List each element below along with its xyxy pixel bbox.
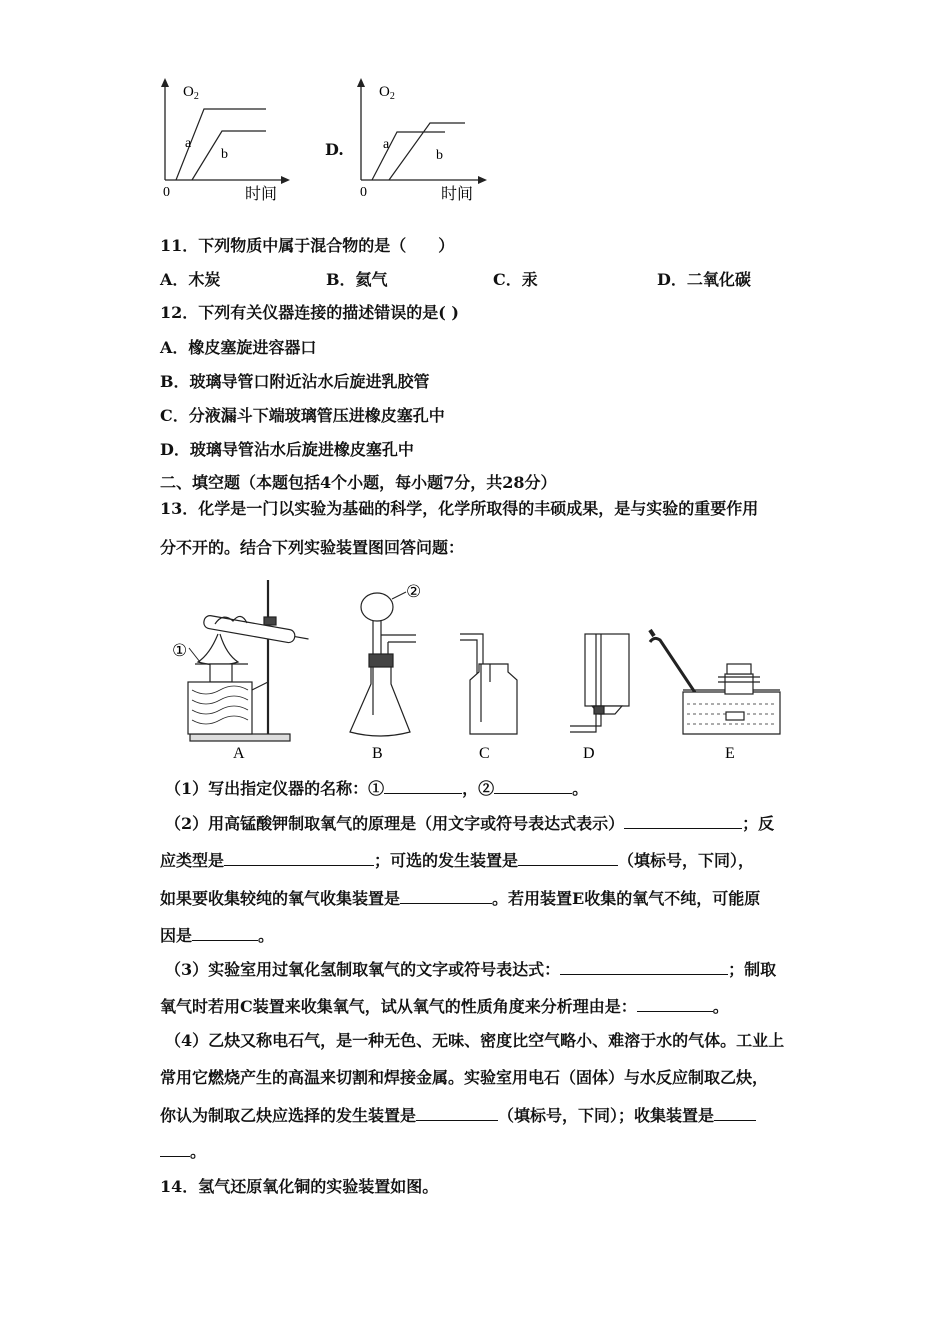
label-d: D (583, 745, 595, 762)
q12-option-c: C．分液漏斗下端玻璃管压进橡皮塞孔中 (160, 406, 445, 425)
q12-stem: 12．下列有关仪器连接的描述错误的是( ) (160, 303, 459, 322)
apparatus-d (570, 634, 629, 732)
marker-2: ② (406, 582, 422, 601)
answer-blank[interactable] (560, 959, 728, 975)
q13-p2-line4 (160, 925, 274, 946)
y-label: $O_2$ (183, 84, 199, 102)
q11-stem: 11．下列物质中属于混合物的是（ ） (160, 236, 455, 255)
graph-right (345, 72, 495, 207)
label-2-leader (392, 592, 406, 599)
x-axis-arrow (478, 176, 487, 184)
q13-p4-text: （填标号，下同）；收集装置是 (498, 1106, 715, 1125)
apparatus-b (350, 593, 416, 736)
section-heading: 二、填空题（本题包括4个小题，每小题7分，共28分） (160, 473, 557, 492)
label-b: B (372, 745, 383, 762)
q14-stem: 14．氢气还原氧化铜的实验装置如图。 (160, 1177, 439, 1196)
q13-p3-line2 (160, 996, 729, 1017)
q13-p3-line1 (165, 959, 776, 980)
q13-p2-text: 应类型是 (160, 851, 225, 870)
label-a: a (185, 136, 192, 151)
answer-blank[interactable] (400, 888, 492, 904)
q13-p4-text: 。 (190, 1142, 207, 1161)
answer-blank[interactable] (192, 925, 258, 941)
origin-label: 0 (360, 185, 367, 200)
y-axis-arrow (161, 78, 169, 87)
marker-1: ① (172, 641, 188, 660)
q13-p2-text: 。若用装置E收集的氧气不纯，可能原 (492, 889, 761, 908)
q12-option-d: D．玻璃导管沾水后旋进橡皮塞孔中 (160, 440, 414, 459)
x-label: 时间 (245, 186, 278, 203)
q13-p4-line3 (160, 1105, 756, 1126)
q13-p2-line1 (165, 813, 774, 834)
answer-blank[interactable] (494, 778, 572, 794)
q13-p3-text: 氧气时若用C装置来收集氧气，试从氧气的性质角度来分析理由是： (160, 997, 637, 1016)
q13-p1 (165, 778, 588, 799)
q13-p4-text: 你认为制取乙炔应选择的发生装置是 (160, 1106, 417, 1125)
q13-p2-text: （2）用高锰酸钾制取氧气的原理是（用文字或符号表达式表示） (165, 814, 625, 833)
q13-p2-line3 (160, 888, 760, 909)
label-1-leader (189, 648, 200, 662)
q13-p2-text: 因是 (160, 926, 193, 945)
q13-p4-line1: （4）乙炔又称电石气，是一种无色、无味、密度比空气略小、难溶于水的气体。工业上 (165, 1031, 785, 1050)
label-e: E (725, 745, 735, 762)
q13-p2-text: 如果要收集较纯的氧气收集装置是 (160, 889, 401, 908)
label-b: b (221, 147, 228, 162)
q11-option-c: C．汞 (493, 270, 538, 289)
graph-left (150, 72, 300, 207)
q13-p4-line4 (160, 1141, 206, 1162)
apparatus-a (188, 580, 310, 741)
answer-blank[interactable] (637, 996, 713, 1012)
q12-option-a: A．橡皮塞旋进容器口 (160, 338, 317, 357)
q11-option-b: B．氦气 (326, 270, 388, 289)
answer-blank[interactable] (518, 850, 618, 866)
q13-p3-text: 。 (712, 997, 729, 1016)
apparatus-diagram (160, 572, 800, 767)
answer-blank[interactable] (624, 813, 742, 829)
answer-blank[interactable] (714, 1105, 756, 1121)
q13-intro-line1: 13．化学是一门以实验为基础的科学，化学所取得的丰硕成果，是与实验的重要作用 (160, 499, 759, 518)
q13-p1-text-c: 。 (572, 779, 589, 798)
graph-d-letter: D. (325, 140, 344, 159)
x-label: 时间 (441, 186, 474, 203)
x-axis-arrow (281, 176, 290, 184)
q13-p2-line2 (160, 850, 754, 871)
q13-p1-text-b: ，② (462, 779, 495, 798)
apparatus-e (650, 630, 780, 734)
label-b: b (436, 148, 443, 163)
label-c: C (479, 745, 490, 762)
q13-p1-text-a: （1）写出指定仪器的名称：① (165, 779, 385, 798)
y-label: $O_2$ (379, 84, 395, 102)
answer-blank[interactable] (224, 850, 374, 866)
y-axis-arrow (357, 78, 365, 87)
q13-p2-text: ；反 (742, 814, 775, 833)
q13-p3-text: ；制取 (728, 960, 777, 979)
label-a: a (383, 137, 390, 152)
curve-b (192, 131, 266, 180)
q13-p3-text: （3）实验室用过氧化氢制取氧气的文字或符号表达式： (165, 960, 561, 979)
q13-p2-text: 。 (258, 926, 275, 945)
q13-p2-text: （填标号，下同）， (618, 851, 755, 870)
apparatus-c (460, 634, 517, 734)
q11-option-d: D．二氧化碳 (657, 270, 751, 289)
q12-option-b: B．玻璃导管口附近沾水后旋进乳胶管 (160, 372, 430, 391)
answer-blank[interactable] (160, 1141, 190, 1157)
label-a: A (233, 745, 245, 762)
q13-intro-line2: 分不开的。结合下列实验装置图回答问题： (160, 538, 465, 557)
q13-p4-line2: 常用它燃烧产生的高温来切割和焊接金属。实验室用电石（固体）与水反应制取乙炔， (160, 1068, 769, 1087)
q11-option-a: A．木炭 (160, 270, 221, 289)
q13-p2-text: ；可选的发生装置是 (374, 851, 519, 870)
answer-blank[interactable] (384, 778, 462, 794)
answer-blank[interactable] (416, 1105, 498, 1121)
origin-label: 0 (163, 185, 170, 200)
